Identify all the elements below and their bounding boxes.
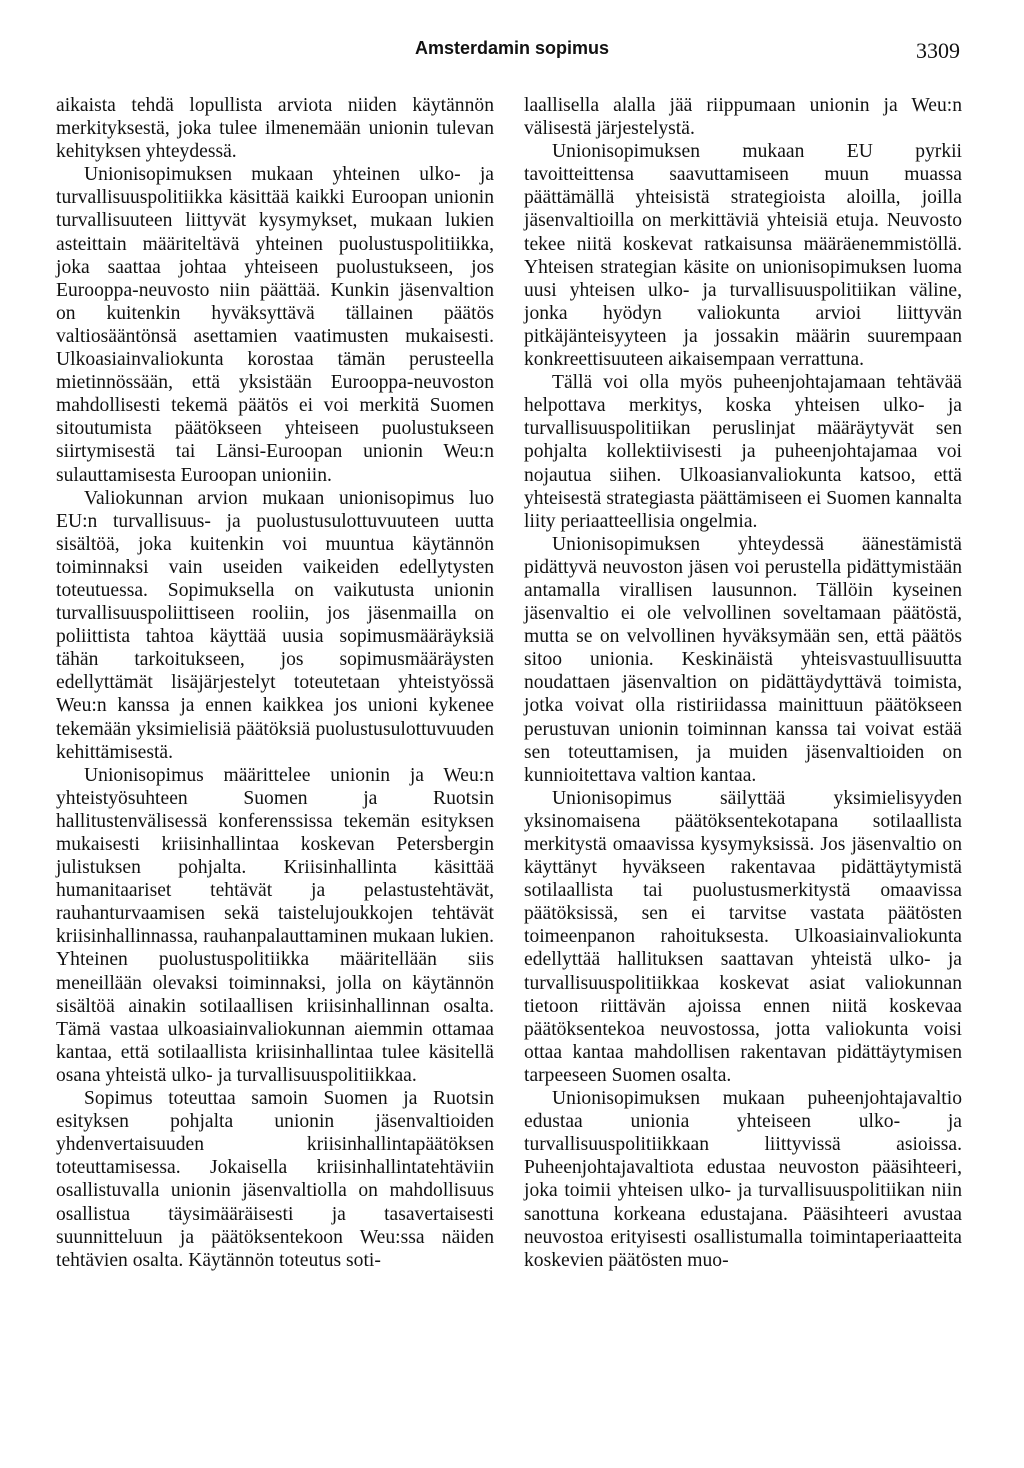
page-header bbox=[0, 38, 1024, 68]
paragraph: Unionisopimus säilyttää yksimielisyyden yksinomaisena päätöksentekotapana sotilaallista merkitystä omaavissa kysymyksissä. Jos jäsenvaltio on käyttänyt hyväkseen rakentavaa pidättäytymistä sotilaallista tai puolustusmerkitystä omaavissa päätöksissä, sen ei tarvitse vastata päätösten toimeenpanon rahoituksesta. Ulkoasiainvaliokunta edellyttää hallituksen saattavan yhteistä ulko- ja turvallisuuspolitiikkaa koskevat asiat valiokunnan tietoon riittävän ajoissa ennen niitä koskevaa päätöksentekoa neuvostossa, jotta valiokunta voisi ottaa kantaa mahdollisen rakentavan pidättäytymisen tarpeeseen Suomen osalta. bbox=[524, 787, 962, 1086]
paragraph: Valiokunnan arvion mukaan unionisopimus luo EU:n turvallisuus- ja puolustusulottuvuuteen uutta sisältöä, joka kuitenkin voi muuntua käytännön toiminnaksi vain useiden vaikeiden edellytysten toteutuessa. Sopimuksella on vaikutusta unionin turvallisuuspoliittiseen rooliin, jos jäsenmailla on poliittista tahtoa käyttää uusia sopimusmääräyksiä tähän tarkoitukseen, jos sopimusmääräysten edellyttämät lisäjärjestelyt toteutetaan yhteistyössä Weu:n kanssa ja ennen kaikkea jos unioni kykenee tekemään yksimielisiä päätöksiä puolustusulottuvuuden kehittämisestä. bbox=[56, 487, 494, 763]
paragraph: Unionisopimuksen mukaan yhteinen ulko- ja turvallisuuspolitiikka käsittää kaikki Euroopan unionin turvallisuuteen liittyvät kysymykset, mukaan lukien asteittain määriteltävä yhteinen puolustuspolitiikka, joka saattaa johtaa yhteiseen puolustukseen, jos Eurooppa-neuvosto niin päättää. Kunkin jäsenvaltion on kuitenkin hyväksyttävä tällainen päätös valtiosääntönsä asettamien vaatimusten mukaisesti. Ulkoasiainvaliokunta korostaa tämän perusteella mietinnössään, että yksistään Eurooppa-neuvoston mahdollisesti tekemä päätös ei voi merkitä Suomen sitoutumista päätökseen yhteiseen puolustukseen siirtymisestä tai Länsi-Euroopan unionin Weu:n sulauttamisesta Euroopan unioniin. bbox=[56, 164, 494, 486]
page-number: 3309 bbox=[916, 38, 960, 63]
paragraph: Unionisopimuksen mukaan EU pyrkii tavoitteittensa saavuttamiseen muun muassa päättämällä yhteisistä strategioista aloilla, joilla jäsenvaltioilla on merkittäviä yhteisiä etuja. Neuvosto tekee niitä koskevat ratkaisunsa määräenemmistöllä. Yhteisen strategian käsite on unionisopimuksen luoma uusi yhteisen ulko- ja turvallisuuspolitiikan väline, jonka hyödyn valiokunta arvioi liittyvän pitkäjänteisyyteen ja jossakin määrin suurempaan konkreettisuuteen aikaisempaan verrattuna. bbox=[524, 141, 962, 371]
paragraph: Unionisopimuksen mukaan puheenjohtajavaltio edustaa unionia yhteiseen ulko- ja turvallisuuspolitiikkaan liittyvissä asioissa. Puheenjohtajavaltiota edustaa neuvoston pääsihteeri, joka toimii yhteisen ulko- ja turvallisuuspolitiikan niin sanottuna korkeana edustajana. Pääsihteeri avustaa neuvostoa erityisesti osallistumalla toimintaperiaatteita koskevien päätösten muo- bbox=[524, 1088, 962, 1271]
body-text bbox=[56, 94, 962, 1434]
paragraph: aikaista tehdä lopullista arviota niiden käytännön merkityksestä, joka tulee ilmenemään unionin tulevan kehityksen yhteydessä. bbox=[56, 95, 494, 163]
paragraph: Tällä voi olla myös puheenjohtajamaan tehtävää helpottava merkitys, koska yhteisen ulko- ja turvallisuuspolitiikan peruslinjat määräytyvät sen pohjalta kollektiivisesti ja puheenjohtajamaa voi nojautua siihen. Ulkoasianvaliokunta katsoo, että yhteisestä strategiasta päättämiseen ei Suomen kannalta liity periaatteellisia ongelmia. bbox=[524, 372, 962, 532]
paragraph: Sopimus toteuttaa samoin Suomen ja Ruotsin esityksen pohjalta unionin jäsenvaltioiden yhdenvertaisuuden kriisinhallintapäätöksen toteuttamisessa. Jokaisella kriisinhallintatehtäviin osallistuvalla unionin jäsenvaltiolla on mahdollisuus osallistua täysimääräisesti ja tasavertaisesti suunnitteluun ja päätöksentekoon Weu:ssa näiden tehtävien osalta. Käytännön toteutus soti- bbox=[56, 1088, 494, 1271]
paragraph: Unionisopimus määrittelee unionin ja Weu:n yhteistyösuhteen Suomen ja Ruotsin hallitustenvälisessä konferenssissa tekemän esityksen mukaisesti kriisinhallintaa koskevan Petersbergin julistuksen pohjalta. Kriisinhallinta käsittää humanitaariset tehtävät ja pelastustehtävät, rauhanturvaamisen sekä taistelujoukkojen tehtävät kriisinhallinnassa, rauhanpalauttaminen mukaan lukien. Yhteinen puolustuspolitiikka määritellään siis meneillään olevaksi toiminnaksi, jolla on käytännön sisältöä ainakin sotilaallisen kriisinhallinnan osalta. Tämä vastaa ulkoasiainvaliokunnan aiemmin ottamaa kantaa, että sotilaallista kriisinhallintaa tulee käsitellä osana yhteistä ulko- ja turvallisuuspolitiikkaa. bbox=[56, 764, 494, 1086]
paragraph: laallisella alalla jää riippumaan unionin ja Weu:n välisestä järjestelystä. bbox=[524, 95, 962, 140]
paragraph: Unionisopimuksen yhteydessä äänestämistä pidättyvä neuvoston jäsen voi perustella pidättymistään antamalla virallisen lausunnon. Tällöin kyseinen jäsenvaltio ei ole velvollinen soveltamaan päätöstä, mutta se on velvollinen hyväksymään sen, että päätös sitoo unionia. Keskinäistä yhteisvastuullisuutta noudattaen jäsenvaltion on pidättäydyttävä toimista, jotka voivat olla ristiriidassa mainittuun päätökseen perustuvan unionin toiminnan kanssa tai voivat estää sen toteuttamisen, ja muiden jäsenvaltioiden on kunnioitettava valtion kantaa. bbox=[524, 533, 962, 786]
running-title: Amsterdamin sopimus bbox=[414, 38, 610, 58]
right-column bbox=[524, 94, 962, 1434]
left-column bbox=[56, 94, 494, 1434]
